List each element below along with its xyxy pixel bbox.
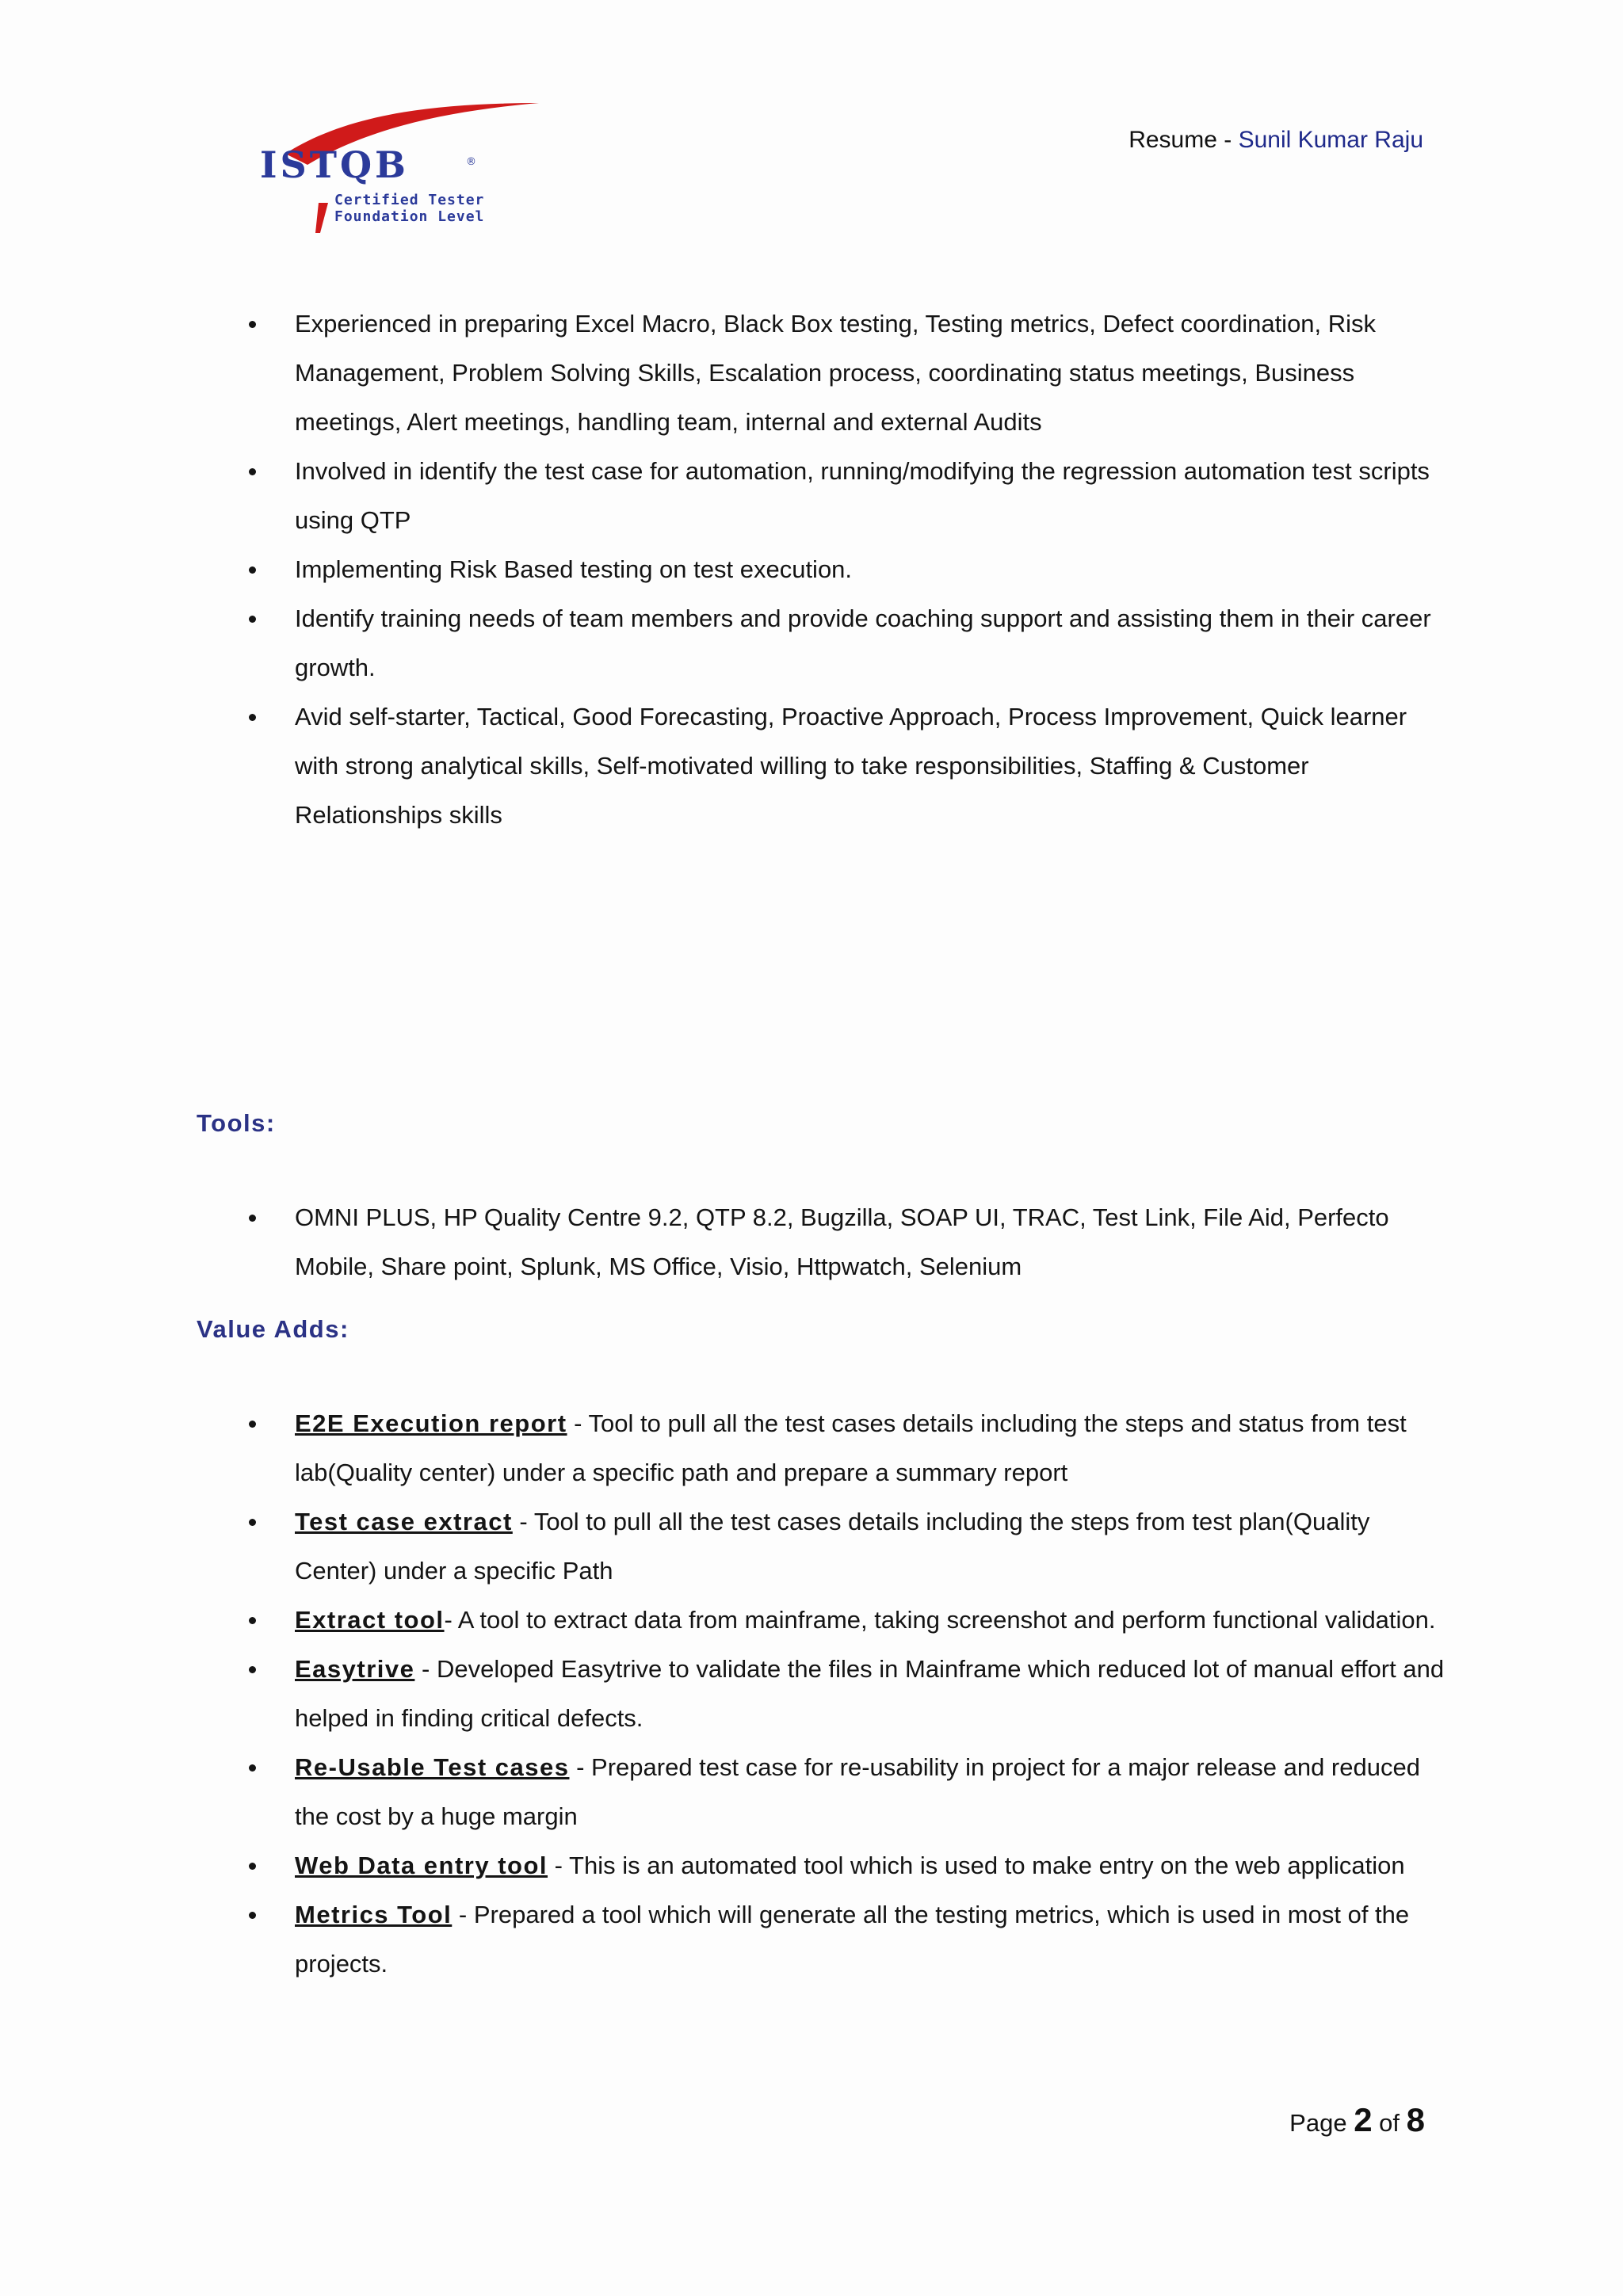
logo-line1: Certified Tester — [334, 192, 485, 208]
value-add-desc: Prepared test case for re-usability in project for a major release and reduced the cost by a huge margin — [295, 1753, 1420, 1830]
list-item: Test case extract - Tool to pull all the test cases details including the steps from test plan(Quality Center) under a specific Path — [197, 1497, 1449, 1596]
value-add-desc: Prepared a tool which will generate all the testing metrics, which is used in most of the projects. — [295, 1901, 1410, 1978]
value-add-term: Re-Usable Test cases — [295, 1753, 570, 1781]
list-item: Metrics Tool - Prepared a tool which will generate all the testing metrics, which is used in most of the projects. — [197, 1890, 1449, 1989]
logo-brand-text: ISTQB — [260, 143, 409, 186]
intro-bullet-list — [197, 299, 1449, 840]
value-adds-heading: Value Adds: — [197, 1315, 349, 1343]
list-item: Extract tool- A tool to extract data from mainframe, taking screenshot and perform functional validation. — [197, 1596, 1449, 1645]
value-add-term: Test case extract — [295, 1508, 513, 1535]
list-item: Involved in identify the test case for automation, running/modifying the regression automation test scripts using QTP — [197, 447, 1449, 545]
value-add-term: Easytrive — [295, 1655, 415, 1683]
list-item: Web Data entry tool - This is an automated tool which is used to make entry on the web application — [197, 1841, 1449, 1890]
istqb-logo — [252, 98, 545, 238]
value-add-desc: This is an automated tool which is used to make entry on the web application — [569, 1852, 1405, 1879]
resume-header — [1128, 127, 1423, 154]
list-item: Easytrive - Developed Easytrive to validate the files in Mainframe which reduced lot of manual effort and helped in finding critical defects. — [197, 1645, 1449, 1743]
value-add-term: Web Data entry tool — [295, 1852, 548, 1879]
tools-heading: Tools: — [197, 1109, 276, 1137]
tools-list — [197, 1193, 1449, 1291]
list-item: Implementing Risk Based testing on test execution. — [197, 545, 1449, 594]
value-add-term: E2E Execution report — [295, 1409, 567, 1437]
candidate-name: Sunil Kumar Raju — [1238, 127, 1423, 153]
page-current: 2 — [1354, 2101, 1373, 2138]
value-add-desc: Tool to pull all the test cases details including the steps from test plan(Quality Center) under a specific Path — [295, 1508, 1370, 1585]
page-number: Page 2 of 8 — [1289, 2101, 1425, 2138]
istqb-logo-graphic — [252, 98, 545, 238]
list-item: Avid self-starter, Tactical, Good Forecasting, Proactive Approach, Process Improvement, Quick learner with strong analytical skills, Self-motivated willing to take responsibilities, Staffing & Customer Relationships skills — [197, 692, 1449, 840]
list-item: OMNI PLUS, HP Quality Centre 9.2, QTP 8.2, Bugzilla, SOAP UI, TRAC, Test Link, File Aid, Perfecto Mobile, Share point, Splunk, MS Office, Visio, Httpwatch, Selenium — [197, 1193, 1449, 1291]
value-add-term: Extract tool — [295, 1606, 445, 1634]
resume-label: Resume - — [1128, 127, 1239, 153]
value-add-desc: A tool to extract data from mainframe, taking screenshot and perform functional validation. — [457, 1606, 1436, 1634]
page-total: 8 — [1406, 2101, 1425, 2138]
value-add-term: Metrics Tool — [295, 1901, 453, 1928]
logo-line2: Foundation Level — [334, 208, 485, 225]
list-item: Identify training needs of team members and provide coaching support and assisting them in their career growth. — [197, 594, 1449, 692]
value-add-desc: Developed Easytrive to validate the files in Mainframe which reduced lot of manual effort and helped in finding critical defects. — [295, 1655, 1445, 1732]
value-add-desc: Tool to pull all the test cases details including the steps and status from test lab(Quality center) under a specific path and prepare a summary report — [295, 1409, 1407, 1486]
list-item: E2E Execution report - Tool to pull all the test cases details including the steps and status from test lab(Quality center) under a specific path and prepare a summary report — [197, 1399, 1449, 1497]
value-adds-list — [197, 1399, 1449, 1989]
svg-text:®: ® — [466, 156, 476, 168]
list-item: Experienced in preparing Excel Macro, Black Box testing, Testing metrics, Defect coordination, Risk Management, Problem Solving Skills, Escalation process, coordinating status meetings, Business meetings, Alert meetings, handling team, internal and external Audits — [197, 299, 1449, 447]
list-item: Re-Usable Test cases - Prepared test case for re-usability in project for a major release and reduced the cost by a huge margin — [197, 1743, 1449, 1841]
